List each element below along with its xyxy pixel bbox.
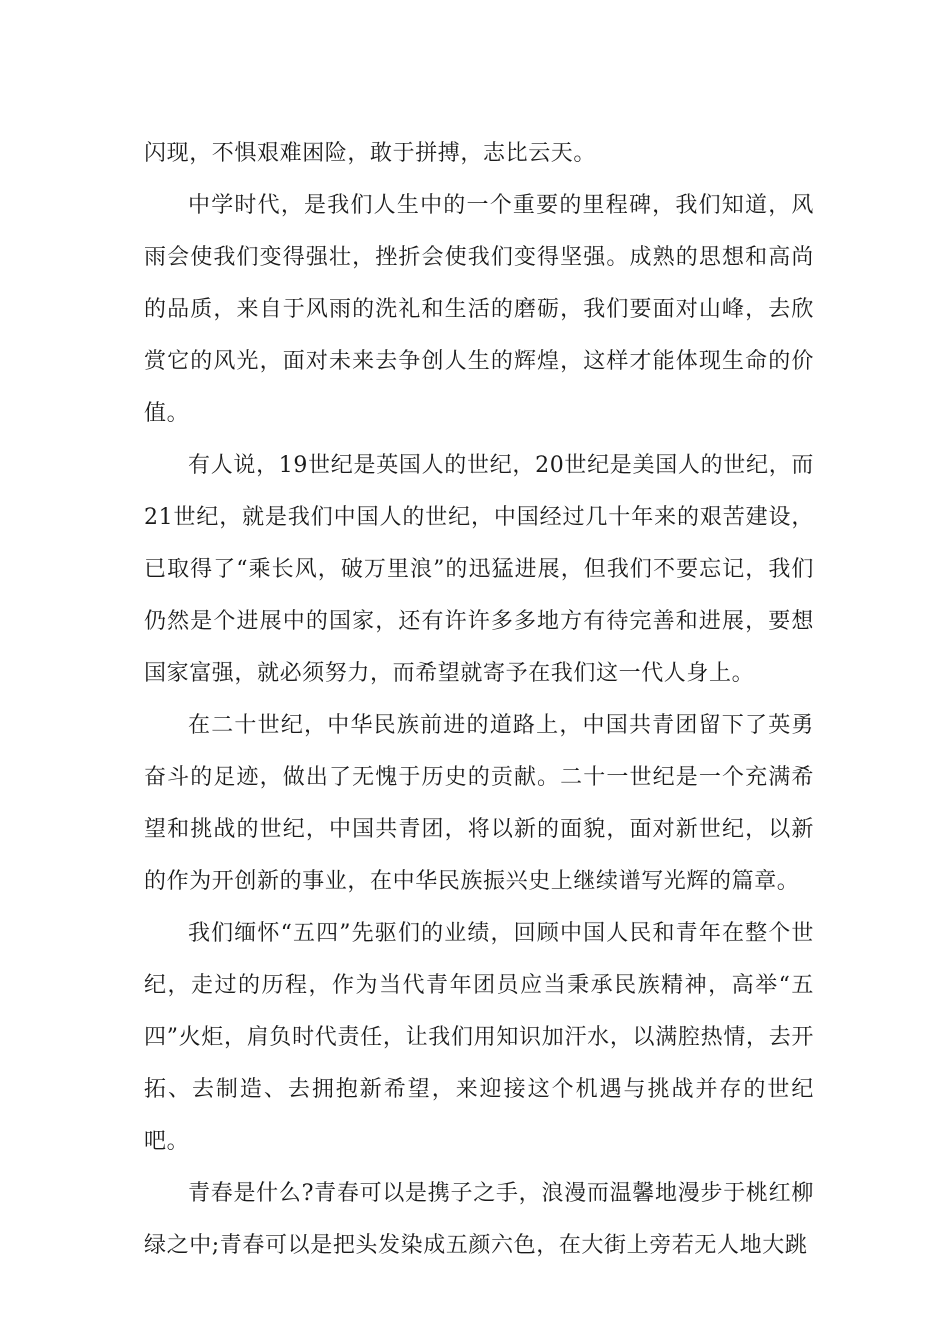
paragraph-1: 闪现，不惧艰难困险，敢于拼搏，志比云天。 bbox=[144, 141, 597, 166]
paragraph-3: 有人说，19世纪是英国人的世纪，20世纪是美国人的世纪，而21世纪，就是我们中国人的世纪，中国经过几十年来的艰苦建设，已取得了“乘长风，破万里浪”的迅猛进展，但我们不要忘记，我们仍然是个进展中的国家，还有许许多多地方有待完善和进展，要想国家富强，就必须努力，而希望就寄予在我们这一代人身上。 bbox=[144, 453, 814, 686]
paragraph-2: 中学时代，是我们人生中的一个重要的里程碑，我们知道，风雨会使我们变得强壮，挫折会使我们变得坚强。成熟的思想和高尚的品质，来自于风雨的洗礼和生活的磨砺，我们要面对山峰，去欣赏它的风光，面对未来去争创人生的辉煌，这样才能体现生命的价值。 bbox=[144, 193, 814, 426]
paragraph-5: 我们缅怀“五四”先驱们的业绩，回顾中国人民和青年在整个世纪，走过的历程，作为当代青年团员应当秉承民族精神，高举“五四”火炬，肩负时代责任，让我们用知识加汗水，以满腔热情，去开拓、去制造、去拥抱新希望，来迎接这个机遇与挑战并存的世纪吧。 bbox=[144, 921, 814, 1154]
paragraph-4: 在二十世纪，中华民族前进的道路上，中国共青团留下了英勇奋斗的足迹，做出了无愧于历史的贡献。二十一世纪是一个充满希望和挑战的世纪，中国共青团，将以新的面貌，面对新世纪，以新的作为开创新的事业，在中华民族振兴史上继续谱写光辉的篇章。 bbox=[144, 713, 814, 894]
document-body bbox=[144, 128, 814, 1272]
paragraph-6: 青春是什么?青春可以是携子之手，浪漫而温馨地漫步于桃红柳绿之中;青春可以是把头发染成五颜六色，在大街上旁若无人地大跳 bbox=[144, 1181, 814, 1258]
